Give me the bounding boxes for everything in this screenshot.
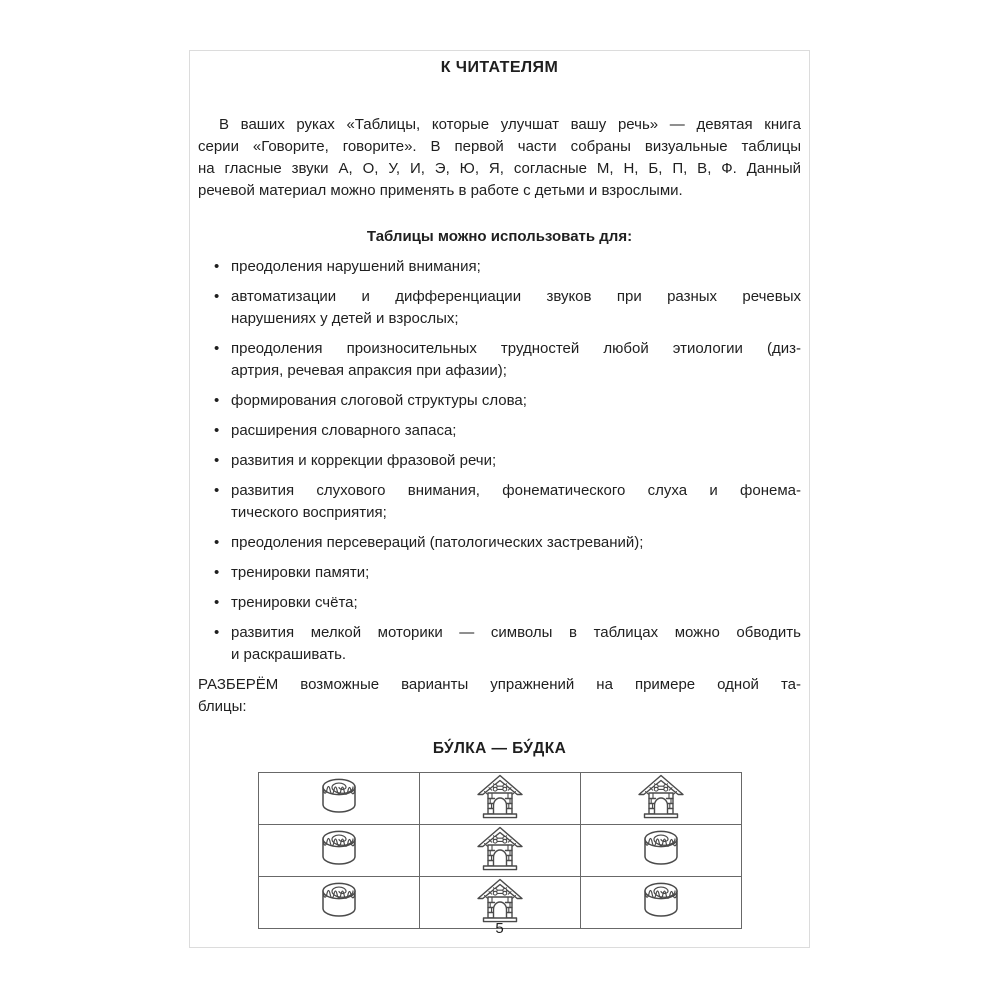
bullet-icon: • [214,452,220,469]
list-item-text [231,286,801,330]
page-content [190,58,809,929]
booth-icon [638,773,684,819]
text-line: развития мелкой моторики — символы в таблицах можно обводить [231,624,801,641]
text-line: РАЗБЕРЁМ возможные варианты упражнений на примере одной та- [198,676,801,693]
example-table-title: БУ́ЛКА — БУ́ДКА [432,740,567,757]
page-number: 5 [495,920,504,937]
booth-icon [477,877,523,923]
table-cell [580,825,741,877]
list-item [214,286,801,330]
razberem-paragraph [198,674,801,718]
list-item [214,622,801,666]
booth-icon [477,773,523,819]
text-line: развития слухового внимания, фонематического слуха и фонема- [231,482,801,499]
text-line: артрия, речевая апраксия при афазии); [231,362,507,379]
table-row [258,825,741,877]
list-item-text [231,622,801,666]
list-item-text [231,256,801,278]
list-item [214,338,801,382]
list-item-text [231,338,801,382]
bun-icon [640,828,682,868]
bullet-icon: • [214,258,220,275]
list-item-text [231,450,801,472]
bullet-icon: • [214,288,220,305]
bun-icon [318,828,360,868]
section-heading: Таблицы можно использовать для: [366,228,633,245]
list-item-text [231,532,801,554]
text-line: преодоления произносительных трудностей любой этиологии (диз- [231,340,801,357]
text-line: В ваших руках «Таблицы, которые улучшат вашу речь» — девятая книга [219,116,801,133]
list-item-text [231,562,801,584]
bullet-icon: • [214,482,220,499]
text-line: автоматизации и дифференциации звуков при разных речевых [231,288,801,305]
text-line: блицы: [198,698,247,715]
booth-icon [477,825,523,871]
text-line: серии «Говорите, говорите». В первой части собраны визуальные таблицы [198,138,801,155]
page-title: К ЧИТАТЕЛЯМ [440,59,559,76]
table-cell [419,773,580,825]
book-page [189,50,810,948]
bullet-icon: • [214,422,220,439]
table-cell [258,825,419,877]
text-line: преодоления персевераций (патологических застреваний); [231,534,644,551]
text-line: формирования слоговой структуры слова; [231,392,527,409]
list-item [214,532,801,554]
list-item [214,562,801,584]
text-line: тренировки памяти; [231,564,370,581]
list-item [214,256,801,278]
list-item-text [231,480,801,524]
list-item [214,450,801,472]
text-line: на гласные звуки А, О, У, И, Э, Ю, Я, согласные М, Н, Б, П, В, Ф. Данный [198,160,801,177]
intro-paragraph [198,114,801,202]
bullet-icon: • [214,564,220,581]
bullet-icon: • [214,534,220,551]
text-line: тренировки счёта; [231,594,358,611]
text-line: речевой материал можно применять в работе с детьми и взрослыми. [198,182,683,199]
list-item [214,592,801,614]
list-item-text [231,592,801,614]
list-item [214,420,801,442]
text-line: нарушениях у детей и взрослых; [231,310,459,327]
bun-icon [318,776,360,816]
list-item [214,480,801,524]
table-row [258,773,741,825]
list-item [214,390,801,412]
text-line: расширения словарного запаса; [231,422,457,439]
bun-icon [318,880,360,920]
usage-list [198,256,801,666]
bullet-icon: • [214,594,220,611]
bullet-icon: • [214,624,220,641]
table-cell [258,773,419,825]
symbol-table [258,772,742,929]
text-line: преодоления нарушений внимания; [231,258,481,275]
bullet-icon: • [214,340,220,357]
text-line: и раскрашивать. [231,646,347,663]
table-cell [419,825,580,877]
bullet-icon: • [214,392,220,409]
list-item-text [231,420,801,442]
text-line: тического восприятия; [231,504,387,521]
table-cell [580,773,741,825]
bun-icon [640,880,682,920]
list-item-text [231,390,801,412]
text-line: развития и коррекции фразовой речи; [231,452,497,469]
